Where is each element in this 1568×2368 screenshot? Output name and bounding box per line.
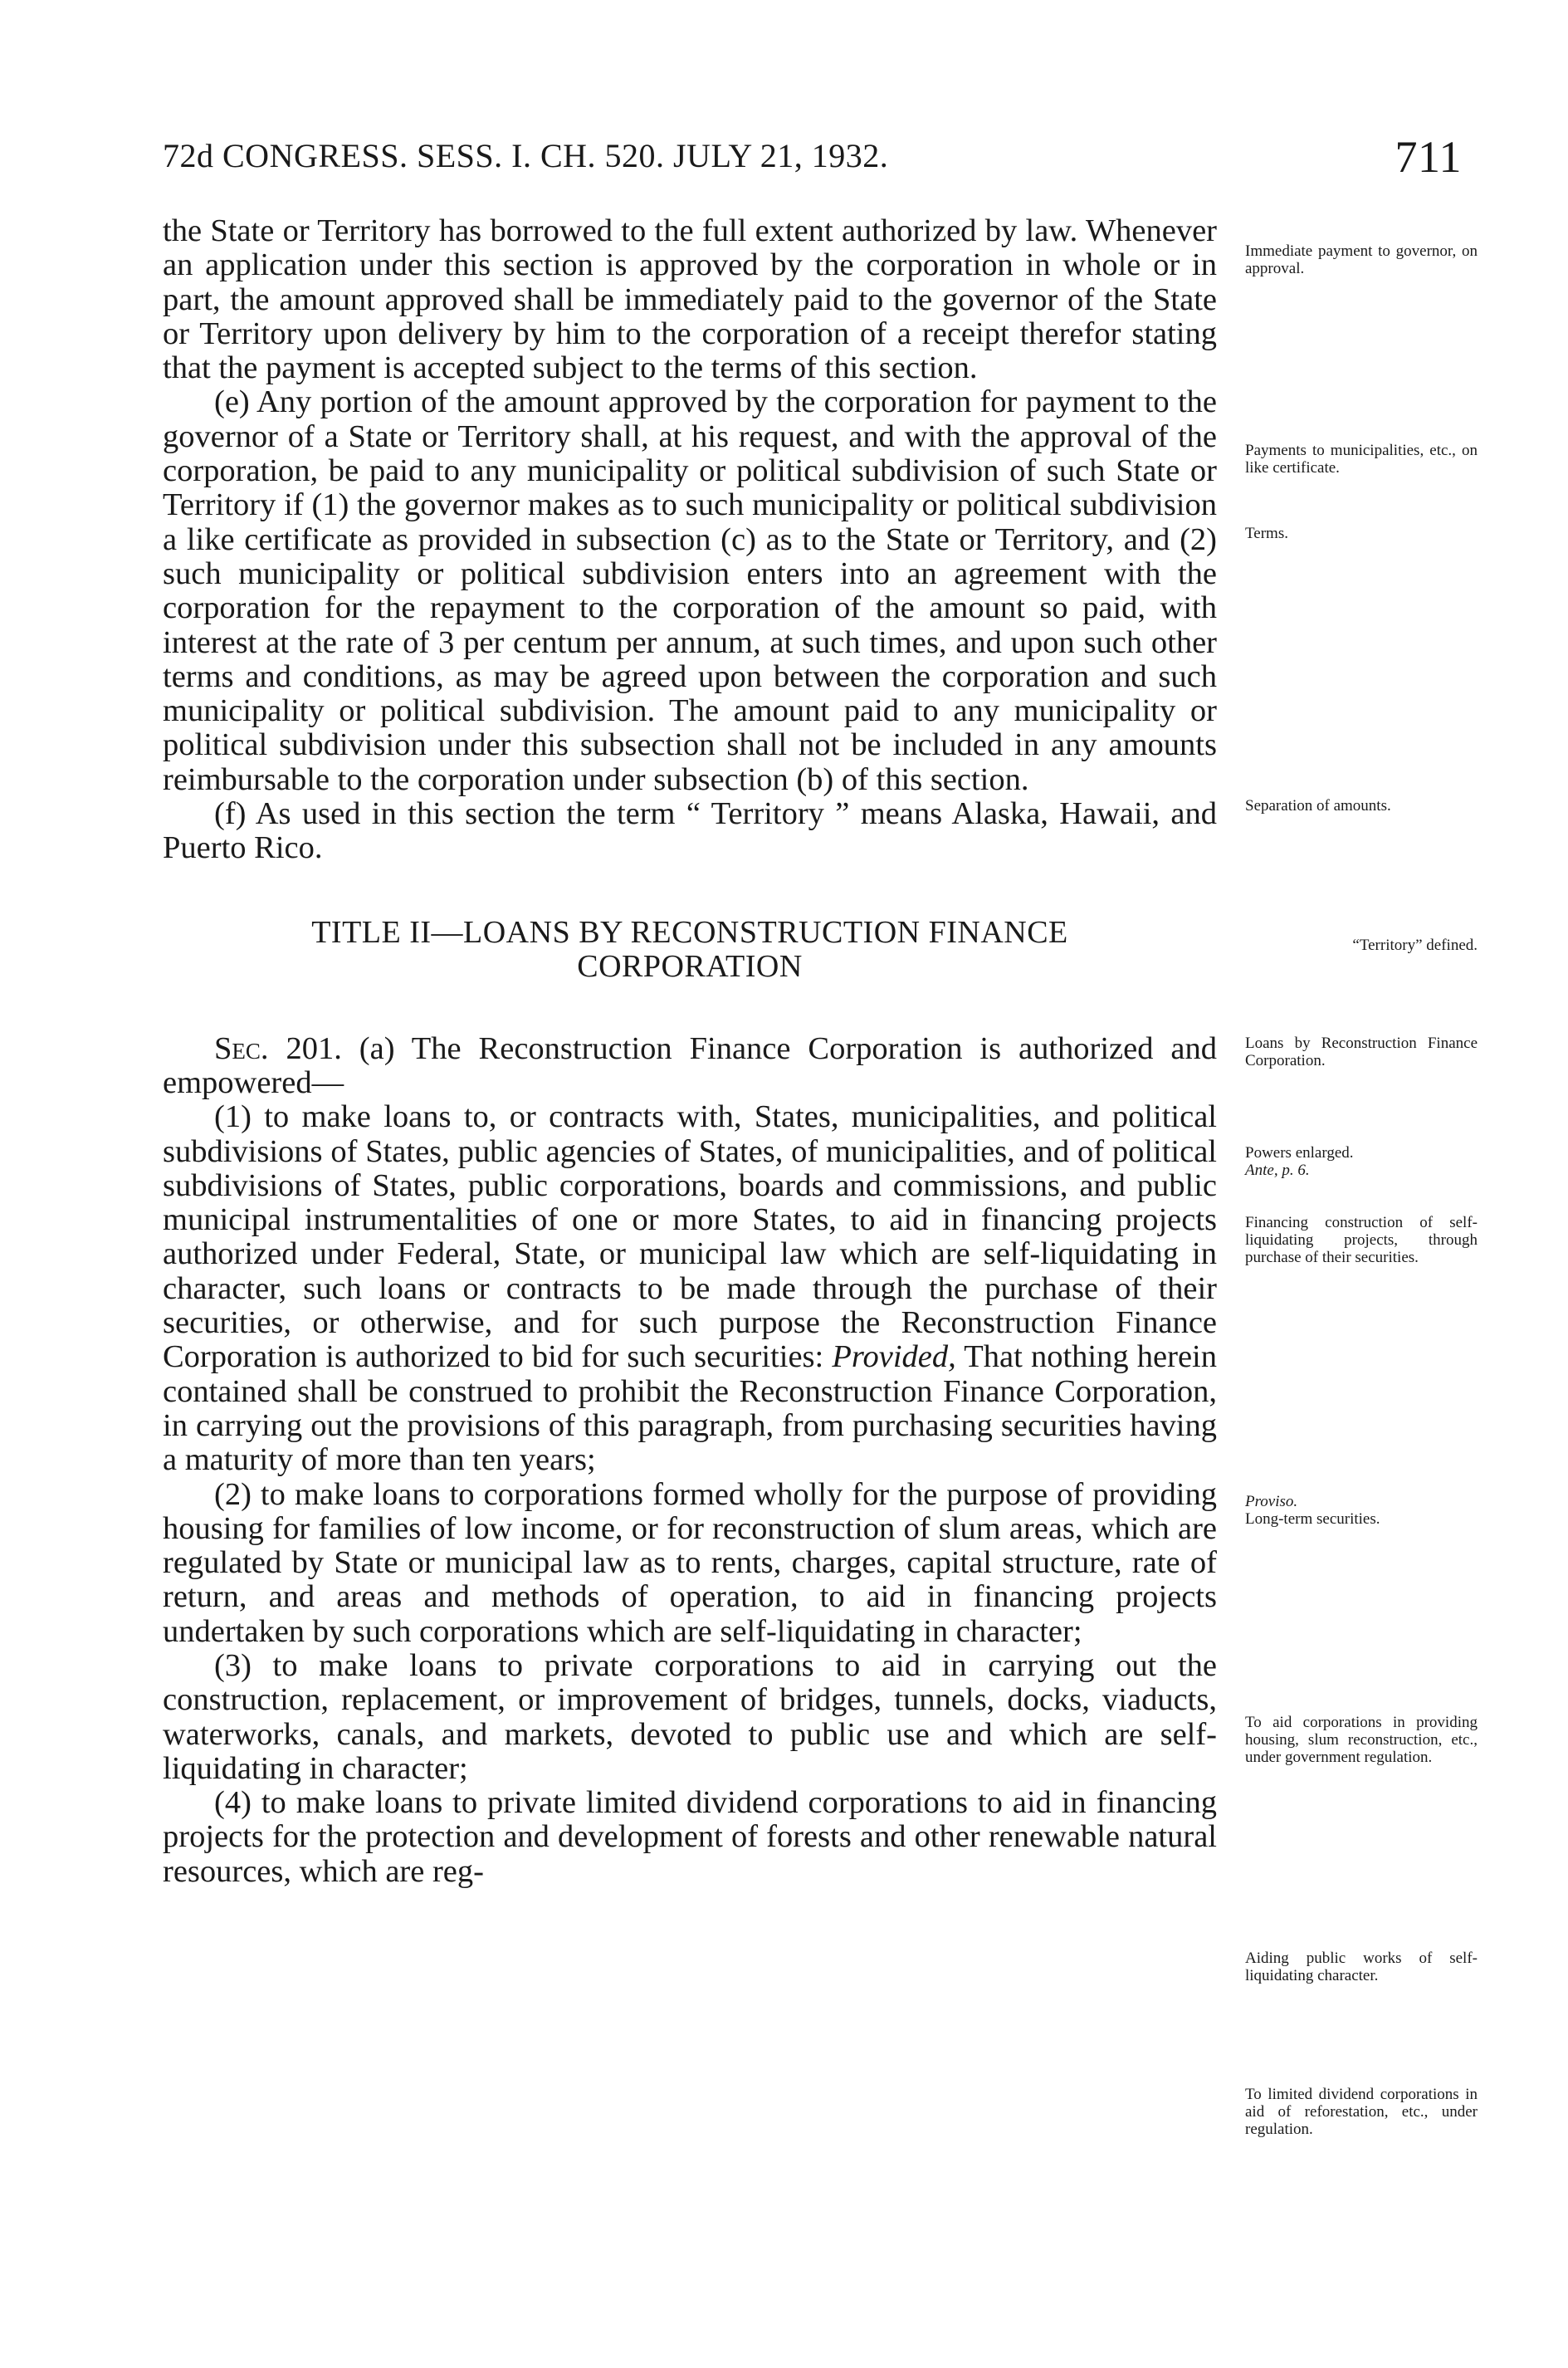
margin-note-financing: Financing construction of self-liquidating projects, through purchase of their securities.: [1245, 1214, 1478, 1266]
paragraph-subsection-f: (f) As used in this section the term “ Territory ” means Alaska, Hawaii, and Puerto Rico.: [163, 796, 1217, 866]
margin-note-powers: [1245, 1144, 1478, 1179]
paragraph-subsection-e: (e) Any portion of the amount approved by the corporation for payment to the governor of a State or Territory shall, at his request, and with the approval of the corporation, be paid to any municipality or political subdivision of such State or Territory if (1) the governor makes as to such municipality or political subdivision a like certificate as provided in subsection (c) as to the State or Territory, and (2) such municipality or political subdivision enters into an agreement with the corporation for the repayment to the corporation of the amount so paid, with interest at the rate of 3 per centum per annum, at such times, and upon such other terms and conditions, as may be agreed upon between the corporation and such municipality or political subdivision. The amount paid to any municipality or political subdivision under this subsection shall not be included in any amounts reimbursable to the corporation under subsection (b) of this section.: [163, 384, 1217, 797]
margin-note-limited-dividend: To limited dividend corporations in aid of reforestation, etc., under regulation.: [1245, 2086, 1478, 2138]
margin-note-proviso: [1245, 1493, 1478, 1528]
margin-note-proviso-label: Proviso.: [1245, 1493, 1298, 1510]
margin-note-public-works: Aiding public works of self-liquidating character.: [1245, 1950, 1478, 1984]
item-1-proviso-text: That nothing herein contained shall be construed to prohibit the Reconstruction Finance Corporation, in carrying out the provisions of this paragraph, from purchasing securities having a maturity of more than ten years;: [163, 1339, 1217, 1478]
title-line-1: TITLE II—LOANS BY RECONSTRUCTION FINANCE: [311, 914, 1068, 950]
title-line-2: CORPORATION: [577, 948, 803, 984]
margin-note-loans-rfc: Loans by Reconstruction Finance Corporation.: [1245, 1035, 1478, 1069]
item-1-text: (1) to make loans to, or contracts with, States, municipalities, and political subdivisions of States, public agencies of States, of municipalities, and of political subdivisions of States, public corporations, boards and commissions, and public municipal instrumentalities of one or more States, to aid in financing projects authorized under Federal, State, or municipal law which are self-liquidating in character, such loans or contracts to be made through the purchase of their securities, or otherwise, and for such purpose the Reconstruction Finance Corporation is authorized to bid for such securities:: [163, 1099, 1217, 1375]
page-header: [163, 131, 1462, 181]
margin-note-territory-defined: “Territory” defined.: [1352, 937, 1478, 954]
proviso-word: Provided,: [832, 1339, 956, 1375]
margin-note-ante: Ante, p. 6.: [1245, 1162, 1310, 1179]
item-3: (3) to make loans to private corporations to aid in carrying out the construction, replacement, or improvement of bridges, tunnels, docks, viaducts, waterworks, canals, and markets, devoted to public use and which are self-liquidating in character;: [163, 1647, 1217, 1786]
page-number: 711: [1395, 132, 1462, 182]
paragraph-continued: the State or Territory has borrowed to the full extent authorized by law. Whenever an application under this section is approved by the corporation in whole or in part, the amount approved shall be immediately paid to the governor of the State or Territory upon delivery by him to the corporation of a receipt therefor stating that the payment is accepted subject to the terms of this section.: [163, 213, 1217, 386]
item-4: (4) to make loans to private limited dividend corporations to aid in financing projects for the protection and development of forests and other renewable natural resources, which are reg-: [163, 1785, 1217, 1889]
title-heading: [163, 916, 1217, 984]
margin-note-housing: To aid corporations in providing housing, slum reconstruction, etc., under government regulation.: [1245, 1714, 1478, 1766]
margin-note-terms: Terms.: [1245, 525, 1288, 542]
margin-note-powers-enlarged: Powers enlarged.: [1245, 1144, 1354, 1162]
section-201-text: (a) The Reconstruction Finance Corporation is authorized and empowered—: [163, 1030, 1217, 1100]
margin-note-immediate-payment: Immediate payment to governor, on approval.: [1245, 242, 1478, 277]
section-label: Sec. 201.: [214, 1030, 342, 1066]
item-2: (2) to make loans to corporations formed wholly for the purpose of providing housing for families of low income, or for reconstruction of slum areas, which are regulated by State or municipal law as to rents, charges, capital structure, rate of return, and areas and methods of operation, to aid in financing projects undertaken by such corporations which are self-liquidating in character;: [163, 1476, 1217, 1649]
running-head: 72d CONGRESS. SESS. I. CH. 520. JULY 21, 1932.: [163, 137, 889, 174]
margin-note-separation: Separation of amounts.: [1245, 797, 1391, 815]
body-text: [163, 214, 1217, 1889]
item-1: [163, 1100, 1217, 1477]
margin-note-long-term: Long-term securities.: [1245, 1510, 1380, 1528]
section-201-intro: [163, 1032, 1217, 1101]
margin-note-payments-municipalities: Payments to municipalities, etc., on like certificate.: [1245, 442, 1478, 477]
